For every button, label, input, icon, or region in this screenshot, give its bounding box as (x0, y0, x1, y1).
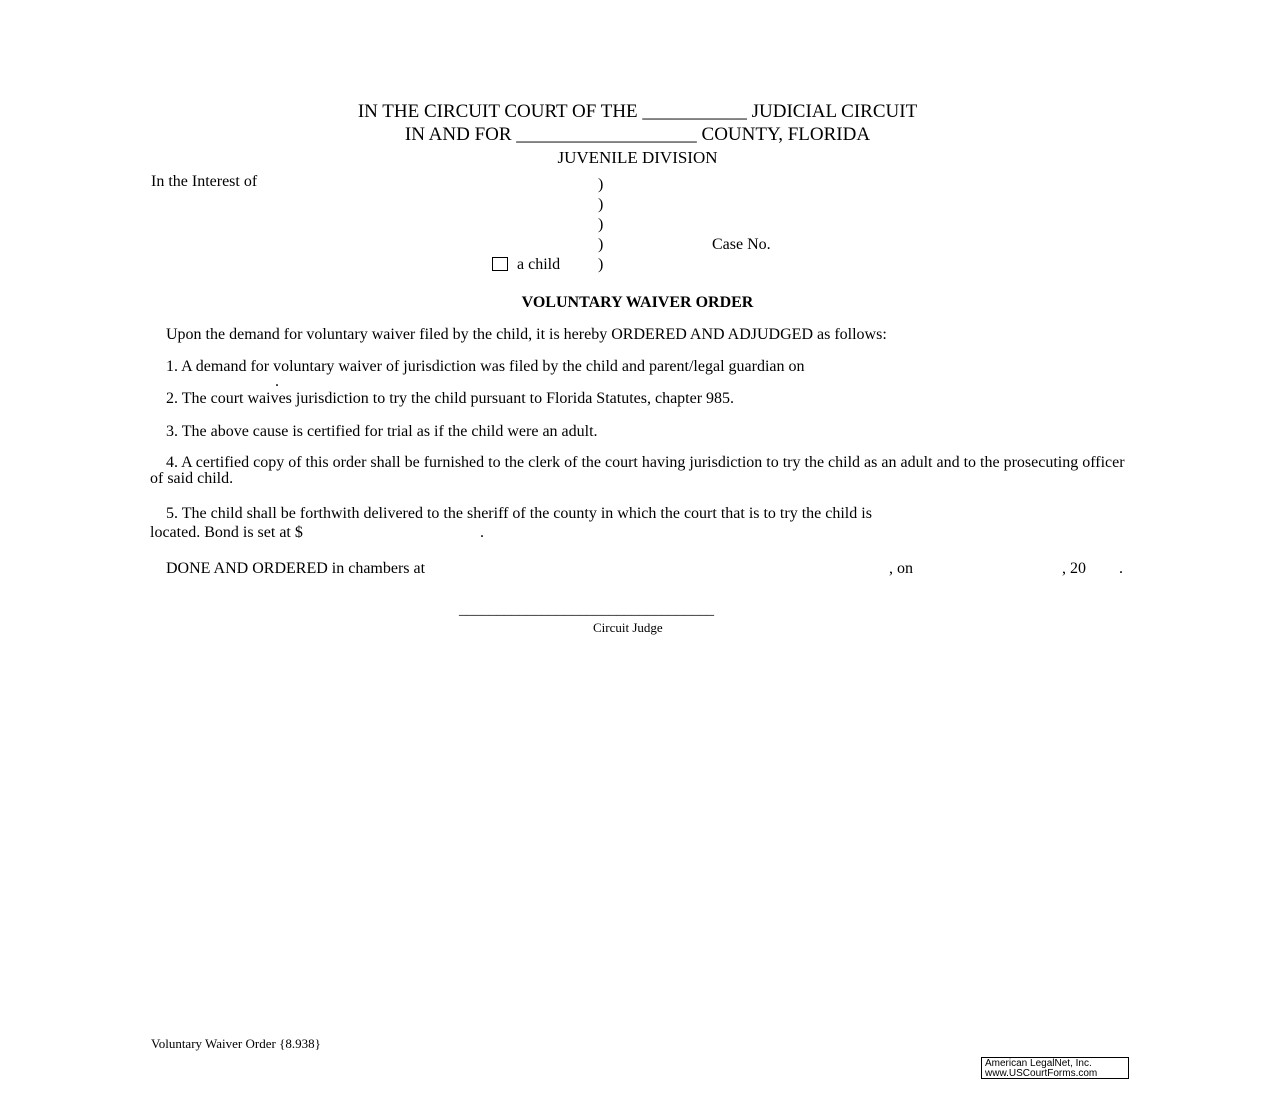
case-number-label: Case No. (712, 236, 771, 253)
publisher-url: www.USCourtForms.com (985, 1068, 1098, 1079)
a-child-label: a child (517, 256, 561, 273)
item-1-end: . (275, 373, 279, 390)
done-year-label: , 20 (1062, 560, 1086, 577)
caption-paren: ) (598, 196, 604, 213)
child-checkbox-row (492, 256, 560, 274)
item-5-line2: located. Bond is set at $ (150, 524, 303, 541)
done-on-label: , on (889, 560, 913, 577)
in-interest-of-label: In the Interest of (151, 173, 258, 190)
item-1: 1. A demand for voluntary waiver of jurisdiction was filed by the child and parent/legal guardian on (166, 358, 805, 375)
item-5-end: . (480, 524, 484, 541)
division-heading: JUVENILE DIVISION (557, 148, 718, 167)
child-checkbox[interactable] (492, 257, 508, 271)
judge-signature-line: __________________________________ (459, 602, 714, 618)
intro-paragraph: Upon the demand for voluntary waiver filed by the child, it is hereby ORDERED AND ADJUDGED as follows: (166, 326, 887, 343)
done-end: . (1119, 560, 1123, 577)
item-2: 2. The court waives jurisdiction to try the child pursuant to Florida Statutes, chapter 985. (166, 390, 735, 407)
caption-paren: ) (598, 176, 604, 193)
footer-form-name: Voluntary Waiver Order {8.938} (151, 1036, 321, 1051)
item-3: 3. The above cause is certified for trial as if the child were an adult. (166, 423, 598, 440)
publisher-badge (981, 1057, 1129, 1079)
item-5-line1: 5. The child shall be forthwith delivered to the sheriff of the county in which the court that is to try the child is (166, 505, 872, 522)
caption-paren: ) (598, 256, 604, 273)
judge-signature-label: Circuit Judge (593, 620, 663, 635)
done-ordered-label: DONE AND ORDERED in chambers at (166, 560, 426, 577)
caption-paren: ) (598, 236, 604, 253)
item-4: 4. A certified copy of this order shall be furnished to the clerk of the court having jurisdiction to try the child as an adult and to the prosecuting officer of said child. (150, 454, 1125, 487)
publisher-name: American LegalNet, Inc. (985, 1058, 1092, 1069)
county-heading: IN AND FOR ___________________ COUNTY, FLORIDA (404, 124, 871, 145)
court-heading: IN THE CIRCUIT COURT OF THE ___________ JUDICIAL CIRCUIT (357, 101, 918, 122)
caption-paren: ) (598, 216, 604, 233)
order-title: VOLUNTARY WAIVER ORDER (521, 294, 754, 311)
